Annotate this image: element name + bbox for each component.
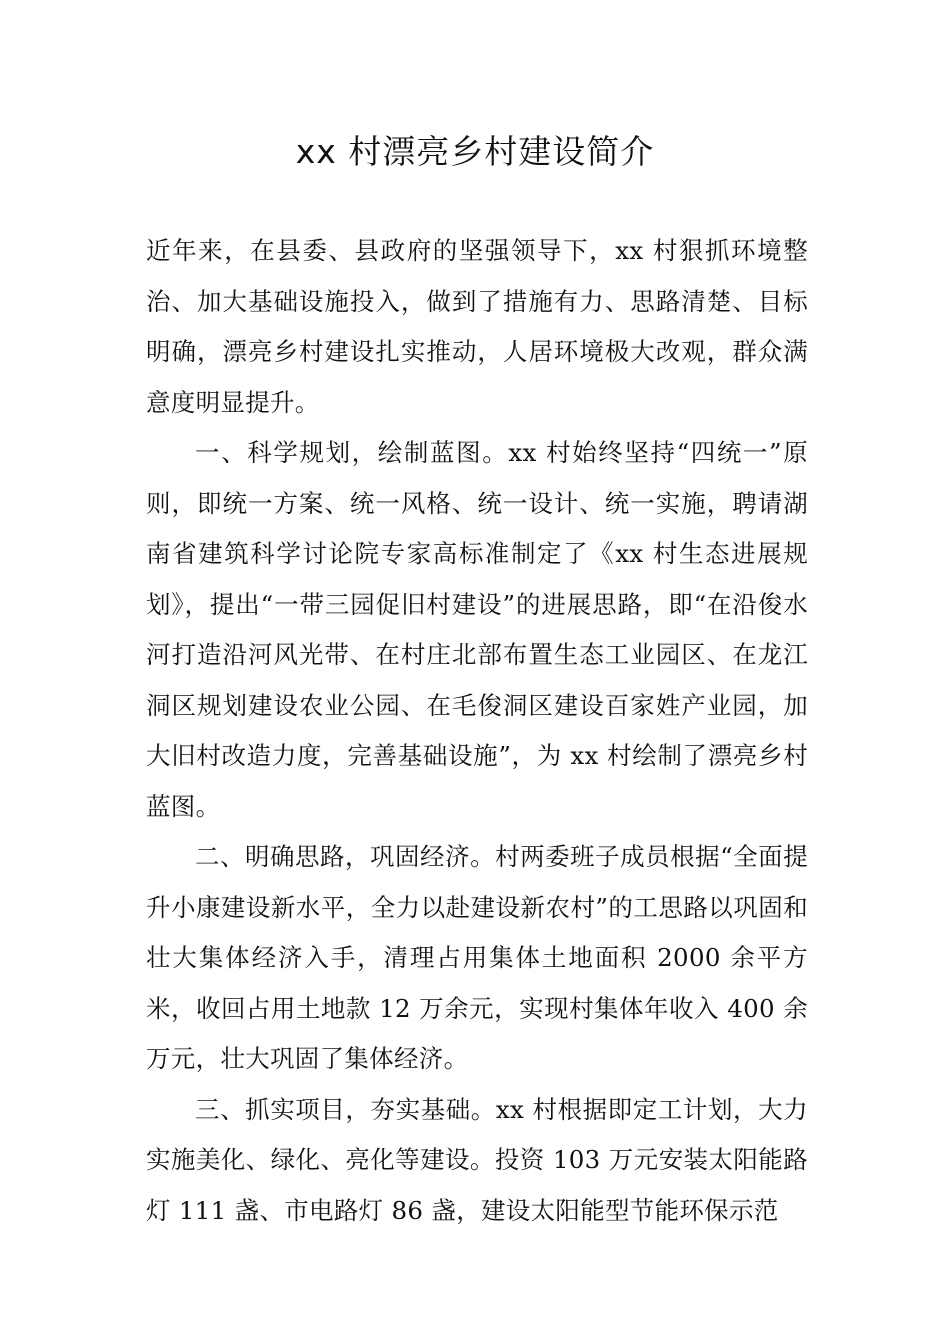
paragraph-section-1: 一、科学规划，绘制蓝图。xx 村始终坚持“四统一”原则，即统一方案、统一风格、统一设计、统一实施，聘请湖南省建筑科学讨论院专家高标准制定了《xx 村生态进展规划》，提出“一带三园促旧村建设”的进展思路，即“在沿俊水河打造沿河风光带、在村庄北部布置生态工业园区、在龙江洞区规划建设农业公园、在毛俊洞区建设百家姓产业园，加大旧村改造力度，完善基础设施”，为 xx 村绘制了漂亮乡村蓝图。 <box>146 438 808 821</box>
paragraph-section-2: 二、明确思路，巩固经济。村两委班子成员根据“全面提升小康建设新水平，全力以赴建设新农村”的工思路以巩固和壮大集体经济入手，清理占用集体土地面积 2000 余平方米，收回占用土地款 12 万余元，实现村集体年收入 400 余万元，壮大巩固了集体经济。 <box>146 842 808 1073</box>
paragraph-section-3: 三、抓实项目，夯实基础。xx 村根据即定工计划，大力实施美化、绿化、亮化等建设。投资 103 万元安装太阳能路灯 111 盏、市电路灯 86 盏，建设太阳能型节能环保示范 <box>146 1094 808 1225</box>
document-body <box>146 226 808 1236</box>
document-title: xx 村漂亮乡村建设简介 <box>295 132 655 171</box>
paragraph-intro: 近年来，在县委、县政府的坚强领导下，xx 村狠抓环境整治、加大基础设施投入，做到了措施有力、思路清楚、目标明确，漂亮乡村建设扎实推动，人居环境极大改观，群众满意度明显提升。 <box>146 236 808 417</box>
